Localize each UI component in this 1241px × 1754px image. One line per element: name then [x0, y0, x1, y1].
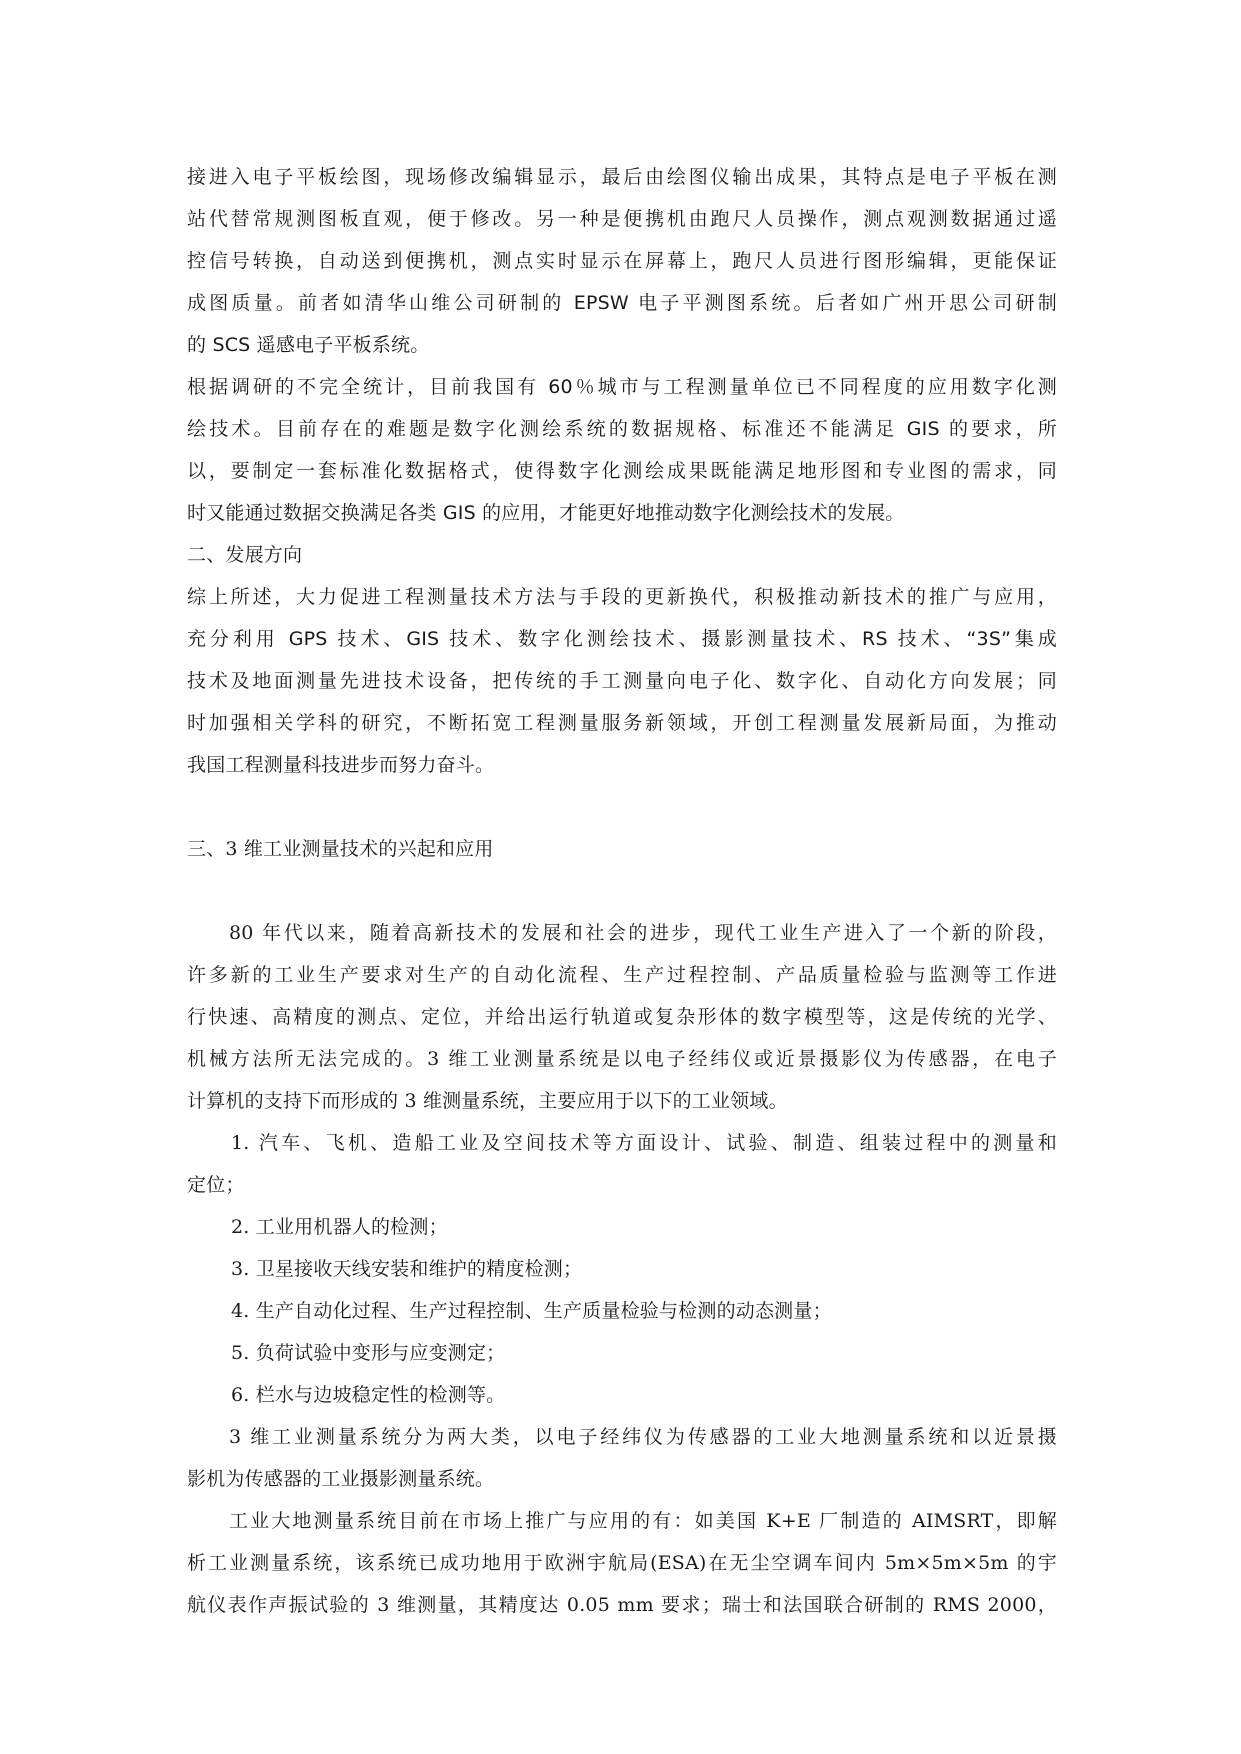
- text-line: 我国工程测量科技进步而努力奋斗。: [187, 754, 495, 776]
- list-item-continuation: 定位；: [187, 1174, 245, 1196]
- text-line: 计算机的支持下而形成的 3 维测量系统，主要应用于以下的工业领域。: [187, 1090, 788, 1112]
- text-line: 航仪表作声振试验的 3 维测量，其精度达 0.05 mm 要求；瑞士和法国联合研制的 RMS 2000，: [187, 1594, 1057, 1616]
- application-list: [187, 1122, 1057, 1416]
- list-item: 1. 汽车、飞机、造船工业及空间技术等方面设计、试验、制造、组装过程中的测量和: [231, 1132, 1057, 1154]
- text-line: 技术及地面测量先进技术设备，把传统的手工测量向电子化、数字化、自动化方向发展；同: [187, 670, 1057, 692]
- paragraph-industrial-geodetic-systems: [187, 1500, 1057, 1626]
- section-heading-development: 二、发展方向: [187, 544, 303, 566]
- list-item: 6. 栏水与边坡稳定性的检测等。: [231, 1384, 506, 1406]
- text-line: 行快速、高精度的测点、定位，并给出运行轨道或复杂形体的数字模型等，这是传统的光学、: [187, 1006, 1057, 1028]
- list-item: 3. 卫星接收天线安装和维护的精度检测；: [231, 1258, 583, 1280]
- text-line: 的 SCS 遥感电子平板系统。: [187, 334, 430, 356]
- paragraph-system-categories: [187, 1416, 1057, 1500]
- text-line: 时又能通过数据交换满足各类 GIS 的应用，才能更好地推动数字化测绘技术的发展。: [187, 502, 905, 524]
- text-line: 许多新的工业生产要求对生产的自动化流程、生产过程控制、产品质量检验与监测等工作进: [187, 964, 1057, 986]
- text-line: 根据调研的不完全统计，目前我国有 60％城市与工程测量单位已不同程度的应用数字化测: [187, 376, 1057, 398]
- list-item: 5. 负荷试验中变形与应变测定；: [231, 1342, 506, 1364]
- text-line: 综上所述，大力促进工程测量技术方法与手段的更新换代，积极推动新技术的推广与应用，: [187, 586, 1057, 608]
- text-line: 3 维工业测量系统分为两大类，以电子经纬仪为传感器的工业大地测量系统和以近景摄: [229, 1426, 1057, 1448]
- text-line: 机械方法所无法完成的。3 维工业测量系统是以电子经纬仪或近景摄影仪为传感器，在电子: [187, 1048, 1057, 1070]
- text-line: 80 年代以来，随着高新技术的发展和社会的进步，现代工业生产进入了一个新的阶段，: [229, 922, 1057, 944]
- text-line: 析工业测量系统，该系统已成功地用于欧洲宇航局(ESA)在无尘空调车间内 5m×5m×5m 的宇: [187, 1552, 1057, 1574]
- text-line: 工业大地测量系统目前在市场上推广与应用的有：如美国 K+E 厂制造的 AIMSRT，即解: [229, 1510, 1057, 1532]
- paragraph-electronic-plane-table: [187, 156, 1057, 366]
- section-heading-3d-industrial: 三、3 维工业测量技术的兴起和应用: [187, 838, 494, 860]
- paragraph-digital-mapping-survey: [187, 366, 1057, 534]
- text-line: 时加强相关学科的研究，不断拓宽工程测量服务新领域，开创工程测量发展新局面，为推动: [187, 712, 1057, 734]
- text-line: 控信号转换，自动送到便携机，测点实时显示在屏幕上，跑尺人员进行图形编辑，更能保证: [187, 250, 1057, 272]
- text-line: 绘技术。目前存在的难题是数字化测绘系统的数据规格、标准还不能满足 GIS 的要求，所: [187, 418, 1057, 440]
- text-line: 接进入电子平板绘图，现场修改编辑显示，最后由绘图仪输出成果，其特点是电子平板在测: [187, 166, 1057, 188]
- document-body: [187, 156, 1057, 1626]
- text-line: 充分利用 GPS 技术、GIS 技术、数字化测绘技术、摄影测量技术、RS 技术、“3S”集成: [187, 628, 1057, 650]
- text-line: 站代替常规测图板直观，便于修改。另一种是便携机由跑尺人员操作，测点观测数据通过遥: [187, 208, 1057, 230]
- text-line: 影机为传感器的工业摄影测量系统。: [187, 1468, 495, 1490]
- list-item: 2. 工业用机器人的检测；: [231, 1216, 448, 1238]
- text-line: 成图质量。前者如清华山维公司研制的 EPSW 电子平测图系统。后者如广州开思公司研制: [187, 292, 1057, 314]
- list-item: 4. 生产自动化过程、生产过程控制、生产质量检验与检测的动态测量；: [231, 1300, 832, 1322]
- paragraph-3d-intro: [187, 912, 1057, 1122]
- blank-line: [187, 786, 1057, 828]
- blank-line: [187, 870, 1057, 912]
- paragraph-development-summary: [187, 576, 1057, 786]
- text-line: 以，要制定一套标准化数据格式，使得数字化测绘成果既能满足地形图和专业图的需求，同: [187, 460, 1057, 482]
